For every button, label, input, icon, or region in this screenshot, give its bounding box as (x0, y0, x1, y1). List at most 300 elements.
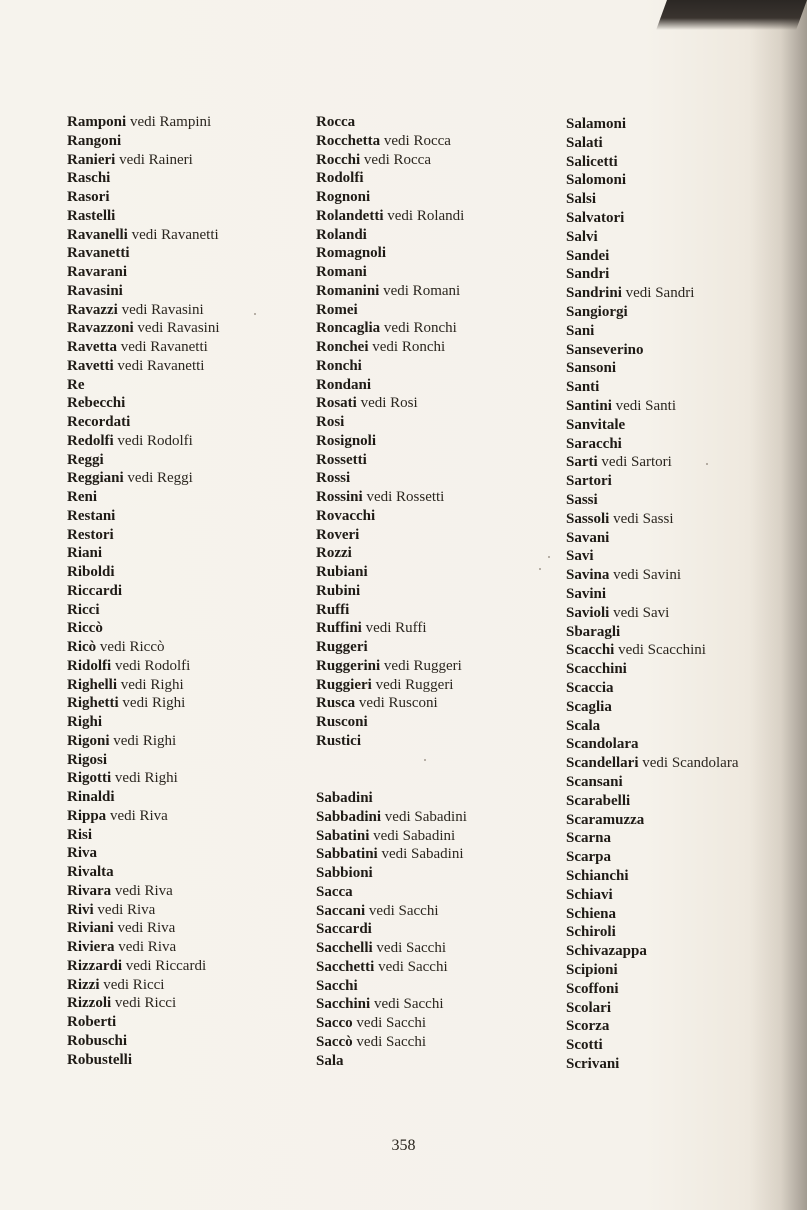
cross-reference: vedi Ravasini (121, 301, 204, 318)
surname: Savani (566, 529, 610, 546)
surname: Righetti (67, 695, 119, 712)
index-entry (67, 919, 175, 937)
index-entry (566, 472, 612, 490)
surname: Ramponi (67, 114, 127, 130)
index-entry (67, 976, 164, 994)
index-entry (67, 544, 102, 562)
index-entry (67, 319, 220, 337)
surname: Scaramuzza (566, 811, 645, 828)
surname: Romanini (316, 282, 380, 299)
surname: Sala (316, 1052, 344, 1069)
index-entry (316, 977, 358, 995)
index-entry (316, 451, 367, 469)
index-entry (566, 1055, 619, 1073)
surname: Sangiorgi (566, 304, 628, 320)
surname: Riccardi (67, 582, 122, 599)
index-entry (566, 547, 594, 565)
index-entry (316, 995, 444, 1013)
surname: Schiroli (566, 924, 616, 941)
index-entry (316, 507, 375, 525)
index-entry (566, 792, 630, 810)
cross-reference: vedi Riva (97, 901, 156, 918)
index-entry (566, 604, 669, 622)
surname: Salomoni (566, 172, 627, 189)
surname: Rocchetta (316, 132, 381, 149)
index-entry (67, 1032, 127, 1050)
index-entry (566, 905, 616, 923)
cross-reference: vedi Riva (118, 939, 177, 955)
index-entry (316, 827, 455, 845)
surname: Ravazzoni (67, 320, 134, 337)
surname: Romei (316, 301, 358, 318)
index-entry (67, 151, 193, 169)
cross-reference: vedi Raineri (119, 151, 193, 168)
surname: Scrivani (566, 1056, 620, 1072)
surname: Ravetti (67, 357, 114, 374)
index-entry (316, 319, 457, 337)
surname: Riviani (67, 920, 114, 937)
surname: Romagnoli (316, 245, 387, 262)
index-entry (566, 773, 623, 791)
surname: Santini (566, 398, 612, 414)
cross-reference: vedi Righi (120, 676, 184, 693)
surname: Savini (566, 586, 607, 602)
index-entry (67, 207, 115, 225)
index-entry (316, 789, 373, 807)
index-entry (566, 717, 600, 735)
surname: Ridolfi (67, 657, 112, 674)
index-entry (316, 582, 360, 600)
surname: Scacchi (566, 642, 615, 659)
index-entry (316, 376, 371, 394)
surname: Rivi (67, 901, 94, 918)
surname: Scorza (566, 1018, 610, 1035)
index-entry (566, 228, 598, 246)
index-entry (67, 713, 102, 731)
index-entry (566, 660, 627, 678)
index-entry (67, 563, 115, 581)
index-entry (316, 1052, 344, 1070)
surname: Ronchei (316, 339, 369, 355)
surname: Rossini (316, 489, 363, 505)
index-entry (67, 694, 185, 712)
index-entry (566, 942, 647, 960)
index-entry (67, 882, 173, 900)
index-entry (316, 958, 448, 976)
index-entry (566, 397, 676, 415)
surname: Ranieri (67, 151, 116, 168)
surname: Riani (67, 545, 103, 562)
surname: Rocca (316, 114, 356, 130)
index-entry (566, 811, 644, 829)
cross-reference: vedi Rossetti (366, 489, 445, 505)
index-entry (67, 376, 85, 394)
index-entry (316, 544, 352, 562)
surname: Re (67, 376, 85, 393)
cross-reference: vedi Rolandi (387, 207, 465, 224)
surname: Sacco (316, 1015, 353, 1031)
surname: Sassi (566, 492, 598, 508)
index-entry (566, 698, 612, 716)
cross-reference: vedi Sacchi (373, 996, 444, 1013)
index-entry (566, 1017, 609, 1035)
index-entry (566, 679, 613, 697)
index-entry (316, 657, 462, 675)
index-entry (67, 301, 204, 319)
index-entry (316, 883, 353, 901)
index-entry (316, 188, 370, 206)
cross-reference: vedi Riccò (99, 639, 165, 655)
index-entry (566, 623, 620, 641)
cross-reference: vedi Sassi (613, 510, 674, 527)
surname: Scandellari (566, 755, 639, 772)
surname: Sacchi (316, 977, 358, 994)
index-entry (566, 491, 598, 509)
cross-reference: vedi Rosi (360, 395, 418, 412)
surname: Savioli (566, 604, 610, 621)
cross-reference: vedi Sacchi (356, 1015, 426, 1031)
index-entry (67, 263, 127, 281)
surname: Ruggerini (316, 657, 381, 674)
index-entry (316, 301, 358, 319)
cross-reference: vedi Ruggeri (375, 676, 454, 693)
surname: Roberti (67, 1014, 117, 1030)
cross-reference: vedi Sacchi (368, 902, 439, 919)
surname: Ruggieri (316, 676, 372, 693)
surname: Rizzoli (67, 995, 112, 1012)
index-entry (316, 808, 467, 826)
index-entry (67, 357, 204, 375)
cross-reference: vedi Sabadini (384, 808, 467, 825)
cross-reference: vedi Ravanetti (120, 339, 208, 355)
surname: Ravetta (67, 339, 117, 355)
surname: Sartori (566, 473, 612, 490)
surname: Reggiani (67, 470, 124, 487)
surname: Scacchini (566, 661, 627, 678)
surname: Rigosi (67, 751, 108, 768)
index-entry (316, 169, 364, 187)
index-entry (67, 582, 122, 600)
index-entry (67, 526, 114, 544)
surname: Scandolara (566, 736, 639, 753)
index-entry (67, 938, 176, 956)
index-entry (316, 526, 359, 544)
surname: Ravanelli (67, 226, 128, 243)
index-entry (316, 488, 444, 506)
cross-reference: vedi Savi (613, 604, 670, 621)
index-entry (566, 247, 609, 265)
surname: Schiavi (566, 886, 613, 903)
surname: Salati (566, 134, 603, 151)
index-entry (566, 886, 613, 904)
cross-reference: vedi Romani (383, 282, 461, 299)
surname: Sandri (566, 266, 610, 283)
speck (424, 759, 426, 761)
surname: Saccani (316, 902, 366, 919)
surname: Sabbadini (316, 808, 382, 825)
surname: Reni (67, 489, 97, 505)
surname: Ruffini (316, 620, 362, 637)
index-entry (566, 999, 611, 1017)
surname: Rizzardi (67, 957, 122, 974)
cross-reference: vedi Sabadini (373, 827, 456, 844)
index-entry (566, 435, 622, 453)
surname: Raschi (67, 170, 111, 187)
index-entry (67, 901, 155, 919)
cross-reference: vedi Ronchi (383, 320, 457, 337)
cross-reference: vedi Righi (122, 695, 186, 712)
index-entry (67, 488, 97, 506)
index-entry (67, 844, 97, 862)
surname: Scipioni (566, 962, 618, 978)
index-entry (67, 732, 176, 750)
index-entry (316, 939, 446, 957)
surname: Scaglia (566, 698, 612, 715)
surname: Schianchi (566, 868, 629, 884)
index-entry (67, 957, 206, 975)
surname: Rolandi (316, 226, 367, 243)
surname: Salvi (566, 228, 598, 245)
surname: Santi (566, 379, 600, 396)
surname: Riboldi (67, 564, 115, 580)
index-entry (316, 207, 464, 225)
surname: Schiena (566, 905, 617, 922)
surname: Rodolfi (316, 170, 364, 187)
cross-reference: vedi Ronchi (372, 339, 446, 355)
index-entry (67, 169, 110, 187)
surname: Robustelli (67, 1051, 133, 1068)
surname: Redolfi (67, 432, 114, 449)
surname: Rippa (67, 807, 107, 824)
index-entry (316, 694, 438, 712)
surname: Sacchetti (316, 958, 375, 975)
surname: Roveri (316, 526, 360, 543)
cross-reference: vedi Sacchi (378, 958, 448, 975)
index-entry (566, 867, 629, 885)
surname: Rossi (316, 470, 351, 487)
index-entry (67, 619, 103, 637)
surname: Saccardi (316, 921, 372, 938)
index-entry (316, 151, 431, 169)
surname: Schivazappa (566, 943, 647, 960)
cross-reference: vedi Reggi (127, 470, 193, 487)
surname: Rustici (316, 732, 361, 749)
index-entry (566, 209, 624, 227)
index-entry (316, 676, 453, 694)
cross-reference: vedi Ruggeri (383, 657, 462, 674)
index-entry (316, 732, 361, 750)
index-entry (67, 769, 178, 787)
index-entry (67, 432, 193, 450)
surname: Sassoli (566, 510, 610, 527)
index-entry (566, 585, 606, 603)
cross-reference: vedi Sandri (625, 285, 695, 302)
surname: Ricò (67, 639, 97, 655)
surname: Salicetti (566, 153, 618, 170)
cross-reference: vedi Savini (613, 567, 682, 584)
surname: Rozzi (316, 545, 352, 562)
surname: Riccò (67, 620, 103, 637)
surname: Righelli (67, 676, 118, 693)
index-entry (67, 188, 110, 206)
cross-reference: vedi Sabadini (381, 846, 464, 863)
index-entry (566, 529, 609, 547)
surname: Rastelli (67, 207, 116, 224)
surname: Rusconi (316, 714, 368, 730)
surname: Rivalta (67, 864, 114, 880)
index-entry (67, 394, 125, 412)
surname: Sansoni (566, 360, 617, 377)
surname: Scolari (566, 999, 611, 1016)
surname: Ravarani (67, 264, 127, 280)
index-entry (566, 510, 674, 528)
surname: Robuschi (67, 1032, 128, 1049)
cross-reference: vedi Sartori (601, 454, 672, 471)
index-entry (67, 282, 123, 300)
surname: Sabbioni (316, 865, 373, 881)
surname: Rigotti (67, 770, 112, 787)
surname: Reggi (67, 451, 104, 468)
index-entry (566, 359, 616, 377)
index-entry (566, 322, 594, 340)
surname: Sarti (566, 454, 598, 471)
index-entry (316, 1033, 426, 1051)
cross-reference: vedi Ravanetti (131, 226, 219, 243)
cross-reference: vedi Rocca (383, 132, 451, 149)
index-entry (316, 713, 368, 731)
index-entry (566, 265, 609, 283)
surname: Saracchi (566, 435, 622, 452)
index-entry (566, 134, 603, 152)
surname: Rossetti (316, 451, 367, 468)
index-entry (566, 190, 596, 208)
surname: Rizzi (67, 976, 100, 993)
surname: Rebecchi (67, 395, 126, 412)
surname: Sbaragli (566, 623, 621, 640)
index-entry (67, 657, 190, 675)
surname: Ravanetti (67, 245, 130, 262)
index-entry (566, 341, 644, 359)
index-entry (316, 113, 355, 131)
surname: Sabbatini (316, 846, 378, 863)
index-entry (316, 469, 350, 487)
surname: Salamoni (566, 116, 627, 132)
surname: Sandrini (566, 285, 622, 302)
index-entry (316, 638, 368, 656)
index-entry (566, 735, 639, 753)
index-entry (316, 864, 373, 882)
surname: Romani (316, 264, 367, 280)
index-entry (67, 994, 176, 1012)
surname: Scarna (566, 830, 611, 847)
surname: Ravasini (67, 282, 123, 299)
index-entry (566, 303, 628, 321)
index-entry (566, 416, 625, 434)
index-entry (316, 244, 386, 262)
speck (254, 313, 256, 315)
index-entry (316, 432, 376, 450)
speck (706, 463, 708, 465)
surname: Scarpa (566, 849, 611, 866)
index-entry (316, 338, 445, 356)
surname: Salsi (566, 191, 597, 208)
index-entry (316, 601, 349, 619)
surname: Rasori (67, 189, 110, 205)
index-entry (566, 115, 626, 133)
cross-reference: vedi Righi (114, 770, 178, 787)
surname: Rigoni (67, 732, 110, 749)
index-entry (316, 619, 427, 637)
surname: Rusca (316, 695, 356, 712)
index-entry (67, 113, 211, 131)
speck (539, 568, 541, 570)
surname: Rovacchi (316, 507, 376, 524)
cross-reference: vedi Riva (117, 920, 176, 937)
surname: Rubini (316, 582, 361, 599)
surname: Rangoni (67, 132, 122, 149)
index-entry (566, 961, 618, 979)
index-entry (67, 826, 92, 844)
index-entry (316, 413, 344, 431)
surname: Righi (67, 714, 103, 730)
cross-reference: vedi Rampini (129, 114, 212, 130)
index-entry (566, 284, 694, 302)
surname: Ruffi (316, 601, 350, 618)
index-entry (67, 1051, 132, 1069)
page-number: 358 (391, 1137, 416, 1154)
surname: Rosati (316, 395, 357, 412)
surname: Ruggeri (316, 639, 368, 655)
surname: Scotti (566, 1037, 603, 1054)
surname: Ricci (67, 601, 100, 618)
surname: Sanvitale (566, 416, 626, 433)
surname: Rubiani (316, 564, 368, 580)
index-entry (566, 980, 619, 998)
index-entry (67, 338, 208, 356)
surname: Rinaldi (67, 789, 115, 805)
index-entry (67, 788, 115, 806)
index-entry (566, 923, 616, 941)
surname: Sacchelli (316, 940, 373, 956)
surname: Salvatori (566, 210, 625, 226)
surname: Savi (566, 548, 594, 565)
cross-reference: vedi Riva (114, 882, 173, 899)
cross-reference: vedi Scandolara (642, 755, 739, 772)
scan-corner (656, 0, 807, 30)
index-entry (316, 132, 451, 150)
surname: Rognoni (316, 189, 371, 205)
cross-reference: vedi Righi (113, 732, 177, 749)
index-entry (566, 378, 599, 396)
index-entry (316, 1014, 426, 1032)
surname: Riviera (67, 939, 115, 955)
surname: Sacca (316, 883, 353, 900)
surname: Rivara (67, 882, 112, 899)
index-entry (67, 226, 219, 244)
surname: Rondani (316, 376, 372, 393)
surname: Scoffoni (566, 980, 619, 997)
index-entry (566, 848, 611, 866)
index-entry (316, 282, 460, 300)
index-entry (67, 132, 121, 150)
cross-reference: vedi Ricci (114, 995, 177, 1012)
index-entry (67, 413, 130, 431)
surname: Ravazzi (67, 301, 118, 318)
cross-reference: vedi Ravanetti (117, 357, 205, 374)
index-entry (67, 601, 99, 619)
index-entry (67, 863, 114, 881)
index-entry (316, 920, 372, 938)
